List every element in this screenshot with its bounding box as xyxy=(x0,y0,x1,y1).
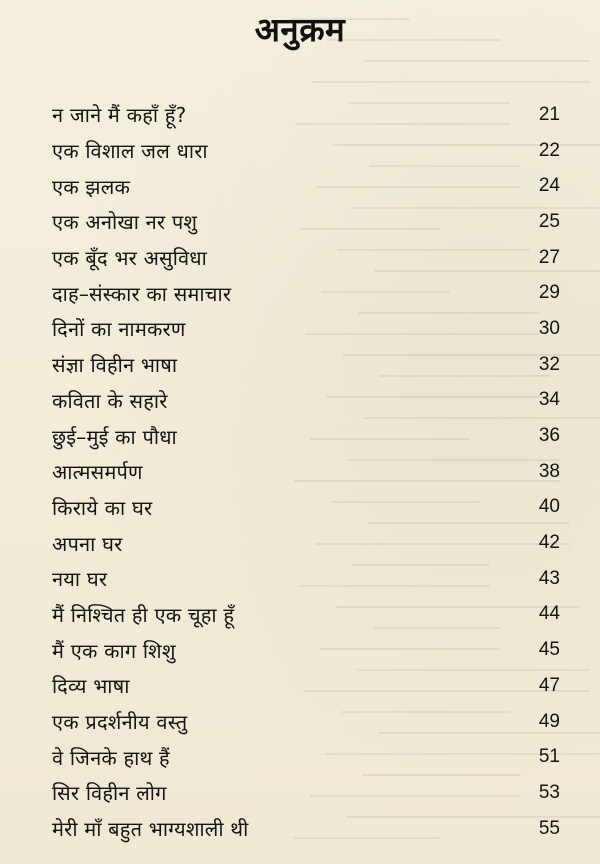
toc-entry[interactable] xyxy=(52,775,562,811)
toc-entry-title: मैं एक काग शिशु xyxy=(52,638,176,663)
toc-entry-title: सिर विहीन लोग xyxy=(52,781,167,806)
toc-entry-page-number: 30 xyxy=(538,317,560,339)
toc-entry[interactable] xyxy=(52,668,562,704)
toc-entry-page-number: 42 xyxy=(538,532,560,554)
toc-entry-page-number: 32 xyxy=(538,353,560,375)
toc-entry-title: एक झलक xyxy=(52,174,131,199)
toc-entry-page-number: 51 xyxy=(538,746,560,768)
toc-entry-title: नया घर xyxy=(52,567,108,592)
toc-entry[interactable] xyxy=(52,597,562,633)
toc-entry-page-number: 45 xyxy=(538,639,560,661)
toc-entry-title: दिव्य भाषा xyxy=(52,674,130,699)
toc-entry[interactable] xyxy=(52,632,562,668)
toc-entry[interactable] xyxy=(52,204,562,240)
toc-entry-title: अपना घर xyxy=(52,531,123,556)
toc-entry-title: छुई–मुई का पौधा xyxy=(52,424,177,449)
toc-entry[interactable] xyxy=(52,704,562,740)
toc-entry-page-number: 24 xyxy=(538,175,560,197)
toc-entry-page-number: 47 xyxy=(538,674,560,696)
toc-entry-title: दाह–संस्कार का समाचार xyxy=(52,281,232,306)
page-title: अनुक्रम xyxy=(254,10,346,49)
toc-entry-page-number: 43 xyxy=(538,567,560,589)
toc-entry-page-number: 38 xyxy=(538,460,560,482)
table-of-contents xyxy=(52,97,562,846)
toc-entry-page-number: 55 xyxy=(538,817,560,839)
toc-entry[interactable] xyxy=(52,454,562,490)
toc-entry-page-number: 34 xyxy=(538,389,560,411)
toc-entry-title: एक अनोखा नर पशु xyxy=(52,210,198,235)
toc-entry-page-number: 21 xyxy=(538,103,560,125)
toc-entry-page-number: 44 xyxy=(538,603,560,625)
toc-entry[interactable] xyxy=(52,490,562,526)
toc-entry-title: संज्ञा विहीन भाषा xyxy=(52,353,178,378)
toc-entry-title: मेरी माँ बहुत भाग्यशाली थी xyxy=(52,817,249,842)
toc-entry[interactable] xyxy=(52,811,562,847)
toc-entry-title: किराये का घर xyxy=(52,495,153,520)
toc-entry-title: दिनों का नामकरण xyxy=(52,317,186,342)
toc-entry[interactable] xyxy=(52,168,562,204)
toc-entry[interactable] xyxy=(52,311,562,347)
toc-entry[interactable] xyxy=(52,383,562,419)
toc-entry[interactable] xyxy=(52,240,562,276)
toc-entry-page-number: 53 xyxy=(538,781,560,803)
toc-entry-page-number: 22 xyxy=(538,139,560,161)
toc-entry-page-number: 49 xyxy=(538,710,560,732)
toc-entry[interactable] xyxy=(52,97,562,133)
toc-entry-title: एक विशाल जल धारा xyxy=(52,139,208,164)
toc-entry-title: न जाने मैं कहाँ हूँ? xyxy=(52,103,187,128)
toc-entry[interactable] xyxy=(52,525,562,561)
toc-entry[interactable] xyxy=(52,275,562,311)
toc-entry[interactable] xyxy=(52,418,562,454)
toc-entry[interactable] xyxy=(52,133,562,169)
toc-entry-title: आत्मसमर्पण xyxy=(52,460,143,485)
toc-entry-title: मैं निश्चित ही एक चूहा हूँ xyxy=(52,602,235,627)
toc-entry-page-number: 27 xyxy=(538,246,560,268)
toc-entry-title: वे जिनके हाथ हैं xyxy=(52,745,170,770)
toc-entry-title: कविता के सहारे xyxy=(52,388,168,413)
toc-entry-title: एक प्रदर्शनीय वस्तु xyxy=(52,710,188,735)
toc-entry[interactable] xyxy=(52,347,562,383)
toc-entry-page-number: 40 xyxy=(538,496,560,518)
toc-entry-page-number: 25 xyxy=(538,210,560,232)
toc-entry[interactable] xyxy=(52,739,562,775)
toc-entry-page-number: 29 xyxy=(538,282,560,304)
toc-entry-title: एक बूँद भर असुविधा xyxy=(52,246,207,271)
toc-entry[interactable] xyxy=(52,561,562,597)
toc-entry-page-number: 36 xyxy=(538,425,560,447)
